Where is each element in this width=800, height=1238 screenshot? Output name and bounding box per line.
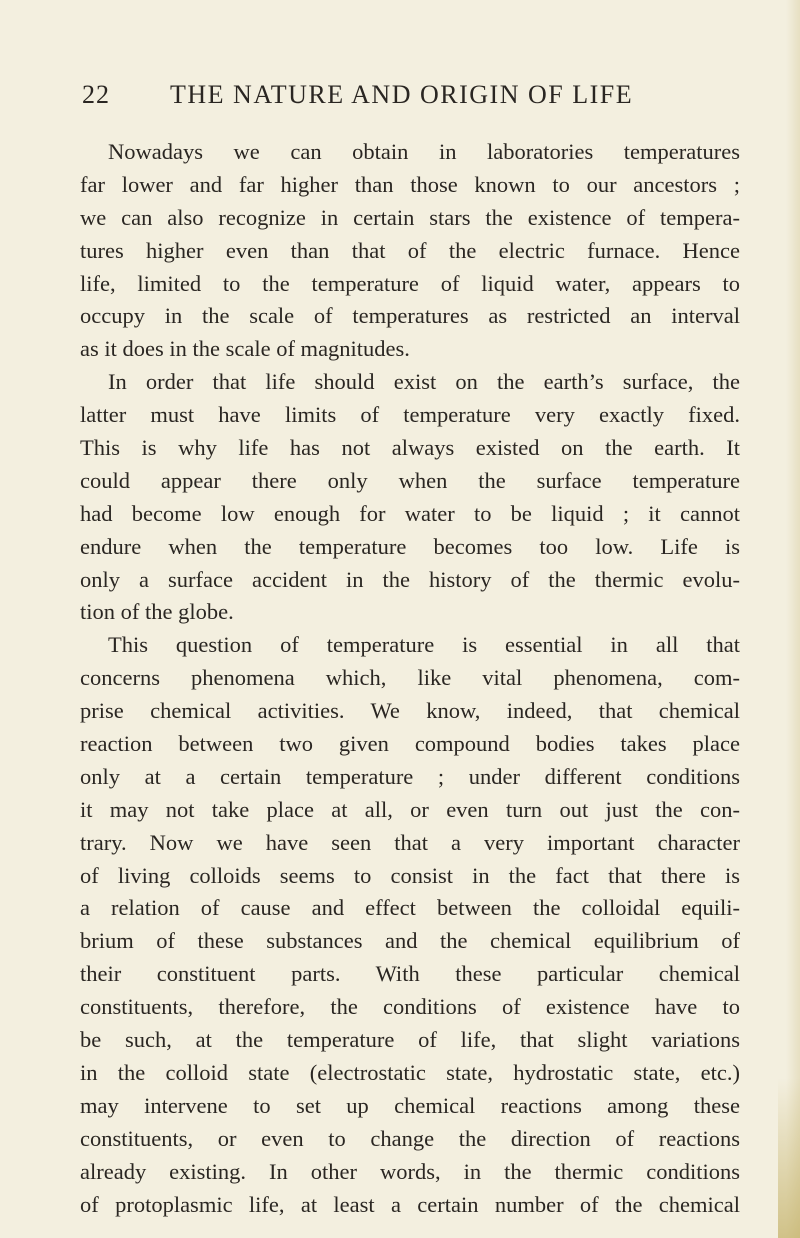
text-line: a relation of cause and effect between the colloidal equili- — [80, 895, 740, 921]
text-line: only a surface accident in the history of the thermic evolu- — [80, 566, 740, 592]
text-line: we can also recognize in certain stars the existence of tempera- — [80, 204, 740, 230]
text-line: life, limited to the temperature of liquid water, appears to — [80, 270, 740, 296]
text-line: reaction between two given compound bodies takes place — [80, 731, 740, 757]
text-line: in the colloid state (electrostatic state, hydrostatic state, etc.) — [80, 1059, 740, 1085]
text-line: concerns phenomena which, like vital phenomena, com- — [80, 665, 740, 691]
text-line: of protoplasmic life, at least a certain number of the chemical — [80, 1191, 740, 1217]
running-title: THE NATURE AND ORIGIN OF LIFE — [170, 80, 634, 109]
text-line: endure when the temperature becomes too low. Life is — [80, 533, 740, 559]
text-line: latter must have limits of temperature very exactly fixed. — [80, 402, 740, 428]
text-line: could appear there only when the surface temperature — [80, 467, 740, 493]
text-line: may intervene to set up chemical reactions among these — [80, 1092, 740, 1118]
text-line: tion of the globe. — [80, 599, 234, 625]
paragraph — [80, 366, 740, 629]
paragraph — [80, 136, 740, 366]
text-line: only at a certain temperature ; under different conditions — [80, 763, 740, 789]
text-line: trary. Now we have seen that a very important character — [80, 829, 740, 855]
text-line: of living colloids seems to consist in the fact that there is — [80, 862, 740, 888]
text-line: constituents, or even to change the direction of reactions — [80, 1125, 740, 1151]
text-line: prise chemical activities. We know, indeed, that chemical — [80, 698, 740, 724]
text-line: as it does in the scale of magnitudes. — [80, 336, 410, 362]
text-line: already existing. In other words, in the thermic conditions — [80, 1158, 740, 1184]
page-number: 22 — [82, 80, 110, 109]
text-line: constituents, therefore, the conditions of existence have to — [80, 994, 740, 1020]
text-line: their constituent parts. With these particular chemical — [80, 961, 740, 987]
paragraph — [80, 629, 740, 1221]
text-line: This is why life has not always existed on the earth. It — [80, 435, 740, 461]
text-line: had become low enough for water to be liquid ; it cannot — [80, 500, 740, 526]
text-line: far lower and far higher than those known to our ancestors ; — [80, 171, 740, 197]
text-line: be such, at the temperature of life, that slight variations — [80, 1027, 740, 1053]
page-header — [82, 80, 722, 120]
text-line: tures higher even than that of the electric furnace. Hence — [80, 237, 740, 263]
page-edge-shading — [786, 0, 800, 1238]
text-line: brium of these substances and the chemical equilibrium of — [80, 928, 740, 954]
text-line: Nowadays we can obtain in laboratories temperatures — [108, 139, 740, 164]
text-line: In order that life should exist on the earth’s surface, the — [108, 369, 740, 395]
text-line: it may not take place at all, or even turn out just the con- — [80, 796, 740, 822]
text-line: occupy in the scale of temperatures as restricted an interval — [80, 303, 740, 329]
body-text — [80, 136, 740, 1221]
text-line: This question of temperature is essential in all that — [108, 632, 740, 658]
page-corner-stain — [778, 1078, 800, 1238]
